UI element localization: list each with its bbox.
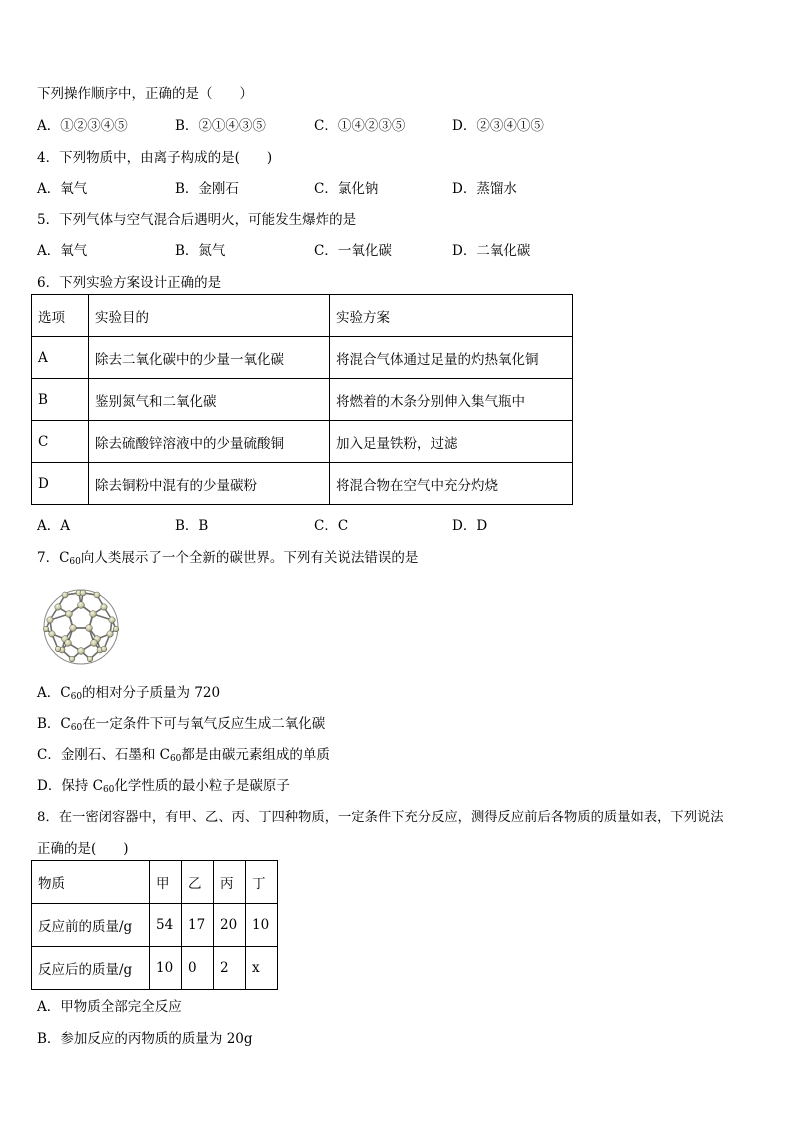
table-cell: 2 (214, 947, 246, 990)
q7-option-a-post: 的相对分子质量为 720 (82, 685, 221, 701)
table-cell: 加入足量铁粉，过滤 (330, 421, 573, 463)
q3-option-a: A．①②③④⑤ (37, 118, 128, 134)
table-header-cell: 丁 (246, 861, 278, 904)
table-cell: 17 (182, 904, 214, 947)
q7-stem-text: 向人类展示了一个全新的碳世界。下列有关说法错误的是 (80, 550, 419, 566)
c60-molecule-image (38, 587, 124, 667)
q7-option-a-pre: A．C (37, 685, 71, 701)
table-cell: A (32, 337, 89, 379)
table-cell: 除去铜粉中混有的少量碳粉 (89, 463, 330, 505)
q5-stem: 5．下列气体与空气混合后遇明火，可能发生爆炸的是 (37, 212, 357, 228)
table-cell: D (32, 463, 89, 505)
q7-option-c-post: 都是由碳元素组成的单质 (181, 747, 330, 763)
q7-option-d-post: 化学性质的最小粒子是碳原子 (114, 778, 290, 794)
q7-option-c (37, 743, 330, 764)
table-cell: 10 (246, 904, 278, 947)
table-header-row (32, 861, 278, 904)
q7-option-a (37, 681, 220, 702)
table-cell: 鉴别氮气和二氧化碳 (89, 379, 330, 421)
table-row (32, 904, 278, 947)
table-header-cell: 实验目的 (89, 295, 330, 337)
table-cell: 除去硫酸锌溶液中的少量硫酸铜 (89, 421, 330, 463)
table-header-row (32, 295, 573, 337)
q6-table (31, 294, 573, 505)
q8-table (31, 860, 278, 990)
table-row (32, 947, 278, 990)
table-header-cell: 实验方案 (330, 295, 573, 337)
q3-stem: 下列操作顺序中，正确的是（ ） (37, 86, 253, 102)
table-header-cell: 乙 (182, 861, 214, 904)
table-header-cell: 丙 (214, 861, 246, 904)
table-row (32, 421, 573, 463)
subscript: 60 (102, 785, 115, 795)
table-header-cell: 选项 (32, 295, 89, 337)
table-cell: 54 (150, 904, 182, 947)
q7-option-c-pre: C．金刚石、石墨和 C (37, 747, 170, 763)
table-cell: 反应后的质量/g (32, 947, 150, 990)
q4-option-b: B．金刚石 (175, 181, 239, 197)
table-cell: x (246, 947, 278, 990)
q3-option-d: D．②③④①⑤ (452, 118, 544, 134)
q6-option-d: D．D (452, 518, 488, 534)
q4-option-d: D．蒸馏水 (452, 181, 517, 197)
table-cell: 20 (214, 904, 246, 947)
q7-option-d (37, 774, 290, 795)
q6-option-c: C．C (314, 518, 349, 534)
q7-option-b (37, 712, 325, 733)
q8-stem-line2: 正确的是( ) (37, 841, 129, 857)
subscript: 60 (70, 723, 83, 733)
q5-option-a: A．氧气 (37, 243, 88, 259)
q7-option-b-post: 在一定条件下可与氧气反应生成二氧化碳 (82, 716, 326, 732)
q5-option-d: D．二氧化碳 (452, 243, 531, 259)
table-header-cell: 甲 (150, 861, 182, 904)
q7-option-d-pre: D．保持 C (37, 778, 103, 794)
table-cell: 反应前的质量/g (32, 904, 150, 947)
q4-stem: 4．下列物质中，由离子构成的是( ) (37, 150, 273, 166)
q5-option-b: B．氮气 (175, 243, 226, 259)
table-cell: C (32, 421, 89, 463)
q7-stem (37, 546, 418, 567)
table-row (32, 337, 573, 379)
subscript: 60 (70, 692, 83, 702)
q6-option-b: B．B (175, 518, 209, 534)
q3-option-c: C．①④②③⑤ (314, 118, 406, 134)
q5-option-c: C．一氧化碳 (314, 243, 392, 259)
q3-option-b: B．②①④③⑤ (175, 118, 266, 134)
q6-stem: 6．下列实验方案设计正确的是 (37, 275, 222, 291)
table-cell: B (32, 379, 89, 421)
q8-option-a: A．甲物质全部完全反应 (37, 999, 182, 1015)
subscript: 60 (69, 557, 81, 567)
table-cell: 将燃着的木条分别伸入集气瓶中 (330, 379, 573, 421)
table-cell: 0 (182, 947, 214, 990)
table-cell: 10 (150, 947, 182, 990)
q7-number: 7．C (37, 550, 70, 566)
table-cell: 除去二氧化碳中的少量一氧化碳 (89, 337, 330, 379)
q4-option-a: A．氧气 (37, 181, 88, 197)
table-header-cell: 物质 (32, 861, 150, 904)
q7-option-b-pre: B．C (37, 716, 71, 732)
q8-option-b: B．参加反应的丙物质的质量为 20g (37, 1031, 253, 1047)
q4-option-c: C．氯化钠 (314, 181, 379, 197)
q6-option-a: A．A (37, 518, 70, 534)
table-row (32, 463, 573, 505)
table-cell: 将混合物在空气中充分灼烧 (330, 463, 573, 505)
subscript: 60 (169, 754, 182, 764)
table-cell: 将混合气体通过足量的灼热氧化铜 (330, 337, 573, 379)
q8-stem-line1: 8．在一密闭容器中，有甲、乙、丙、丁四种物质，一定条件下充分反应，测得反应前后各物质的质量如表，下列说法 (37, 810, 724, 825)
table-row (32, 379, 573, 421)
